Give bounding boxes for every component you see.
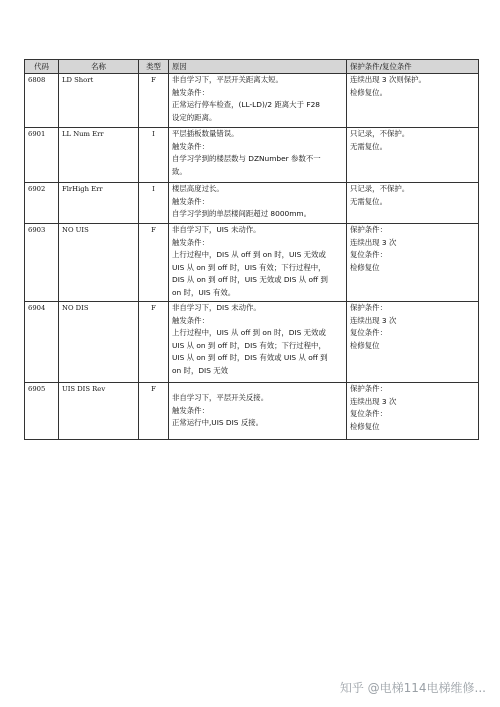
cause-line: 触发条件： bbox=[172, 87, 209, 97]
protection-line: 检修复位 bbox=[350, 340, 380, 350]
table-row bbox=[25, 128, 479, 183]
cause-line: UIS 从 on 到 off 时，DIS 有效；下行过程中， bbox=[172, 340, 326, 350]
protection-line: 复位条件： bbox=[350, 409, 387, 419]
header-protection: 保护条件/复位条件 bbox=[347, 60, 479, 74]
cell-type: F bbox=[139, 224, 169, 302]
protection-line: 检修复位 bbox=[350, 421, 380, 431]
cell-cause bbox=[169, 224, 347, 302]
cell-code: 6904 bbox=[25, 302, 59, 383]
cell-name: NO UIS bbox=[59, 224, 139, 302]
cause-line: 触发条件： bbox=[172, 405, 209, 415]
cell-cause bbox=[169, 383, 347, 440]
table-row bbox=[25, 302, 479, 383]
cause-line: 上行过程中，UIS 从 off 到 on 时，DIS 无效或 bbox=[172, 328, 326, 338]
cause-line: 非自学习下，UIS 未动作。 bbox=[172, 225, 261, 234]
protection-line: 只记录，不保护。 bbox=[350, 129, 410, 138]
cause-line: 自学习学到的单层楼间距超过 8000mm。 bbox=[172, 209, 312, 219]
cause-line: 非自学习下，平层开关距离太短。 bbox=[172, 75, 283, 84]
cell-protection bbox=[347, 128, 479, 183]
fault-code-table bbox=[24, 59, 479, 440]
cell-name: FlrHigh Err bbox=[59, 183, 139, 224]
cause-line: 楼层高度过长。 bbox=[172, 184, 224, 193]
cell-name: LL Num Err bbox=[59, 128, 139, 183]
cell-code: 6902 bbox=[25, 183, 59, 224]
cause-line: 自学习学到的楼层数与 DZNumber 参数不一 bbox=[172, 154, 321, 164]
protection-line: 连续出现 3 次 bbox=[350, 237, 397, 247]
cell-cause bbox=[169, 302, 347, 383]
cause-line: 正常运行停车检查，(LL-LD)/2 距离大于 F28 bbox=[172, 100, 320, 110]
cell-type: F bbox=[139, 74, 169, 128]
cause-line: 非自学习下，DIS 未动作。 bbox=[172, 303, 261, 312]
protection-line: 无需复位。 bbox=[350, 196, 387, 206]
cell-code: 6901 bbox=[25, 128, 59, 183]
protection-line: 复位条件： bbox=[350, 328, 387, 338]
cause-line: 触发条件： bbox=[172, 237, 209, 247]
protection-line: 复位条件： bbox=[350, 250, 387, 260]
cell-cause bbox=[169, 74, 347, 128]
cell-code: 6808 bbox=[25, 74, 59, 128]
protection-line: 连续出现 3 次则保护。 bbox=[350, 75, 426, 84]
table-row bbox=[25, 383, 479, 440]
cell-protection bbox=[347, 74, 479, 128]
cell-protection bbox=[347, 383, 479, 440]
cell-code: 6903 bbox=[25, 224, 59, 302]
header-cause: 原因 bbox=[169, 60, 347, 74]
cause-line: 设定的距离。 bbox=[172, 112, 217, 122]
header-name: 名称 bbox=[59, 60, 139, 74]
cell-protection bbox=[347, 224, 479, 302]
cell-type: F bbox=[139, 383, 169, 440]
protection-line: 只记录，不保护。 bbox=[350, 184, 410, 193]
cause-line: 触发条件： bbox=[172, 141, 209, 151]
table-row bbox=[25, 74, 479, 128]
watermark: 知乎 @电梯114电梯维修... bbox=[339, 681, 486, 695]
cause-line: 触发条件： bbox=[172, 196, 209, 206]
cell-cause bbox=[169, 183, 347, 224]
cell-name: UIS DIS Rev bbox=[59, 383, 139, 440]
cell-type: I bbox=[139, 183, 169, 224]
cause-line: 上行过程中，DIS 从 off 到 on 时，UIS 无效或 bbox=[172, 250, 326, 260]
cause-line: UIS 从 on 到 off 时，UIS 有效；下行过程中， bbox=[172, 262, 326, 272]
protection-line: 保护条件： bbox=[350, 384, 387, 393]
protection-line: 保护条件： bbox=[350, 303, 387, 312]
protection-line: 检修复位 bbox=[350, 262, 380, 272]
protection-line: 检修复位。 bbox=[350, 87, 387, 97]
cell-type: F bbox=[139, 302, 169, 383]
cause-line: 触发条件： bbox=[172, 315, 209, 325]
cause-line: 致。 bbox=[172, 166, 187, 176]
cause-line: 正常运行中,UIS DIS 反接。 bbox=[172, 418, 264, 428]
cell-protection bbox=[347, 183, 479, 224]
cell-protection bbox=[347, 302, 479, 383]
protection-line: 连续出现 3 次 bbox=[350, 315, 397, 325]
cell-cause bbox=[169, 128, 347, 183]
protection-line: 无需复位。 bbox=[350, 141, 387, 151]
protection-line: 保护条件： bbox=[350, 225, 387, 234]
cell-type: I bbox=[139, 128, 169, 183]
header-code: 代码 bbox=[25, 60, 59, 74]
header-type: 类型 bbox=[139, 60, 169, 74]
cause-line: 平层插板数量错误。 bbox=[172, 129, 239, 138]
cause-line: DIS 从 on 到 off 时，UIS 无效或 DIS 从 off 到 bbox=[172, 275, 328, 285]
cause-line: on 时，UIS 有效。 bbox=[172, 287, 236, 297]
protection-line: 连续出现 3 次 bbox=[350, 396, 397, 406]
cause-line: UIS 从 on 到 off 时，DIS 有效或 UIS 从 off 到 bbox=[172, 353, 328, 363]
cell-name: LD Short bbox=[59, 74, 139, 128]
cause-line: 非自学习下，平层开关反接。 bbox=[172, 393, 269, 403]
cause-line: on 时，DIS 无效 bbox=[172, 365, 229, 375]
table-row bbox=[25, 183, 479, 224]
cell-name: NO DIS bbox=[59, 302, 139, 383]
table-header-row bbox=[25, 60, 479, 74]
cell-code: 6905 bbox=[25, 383, 59, 440]
table-row bbox=[25, 224, 479, 302]
